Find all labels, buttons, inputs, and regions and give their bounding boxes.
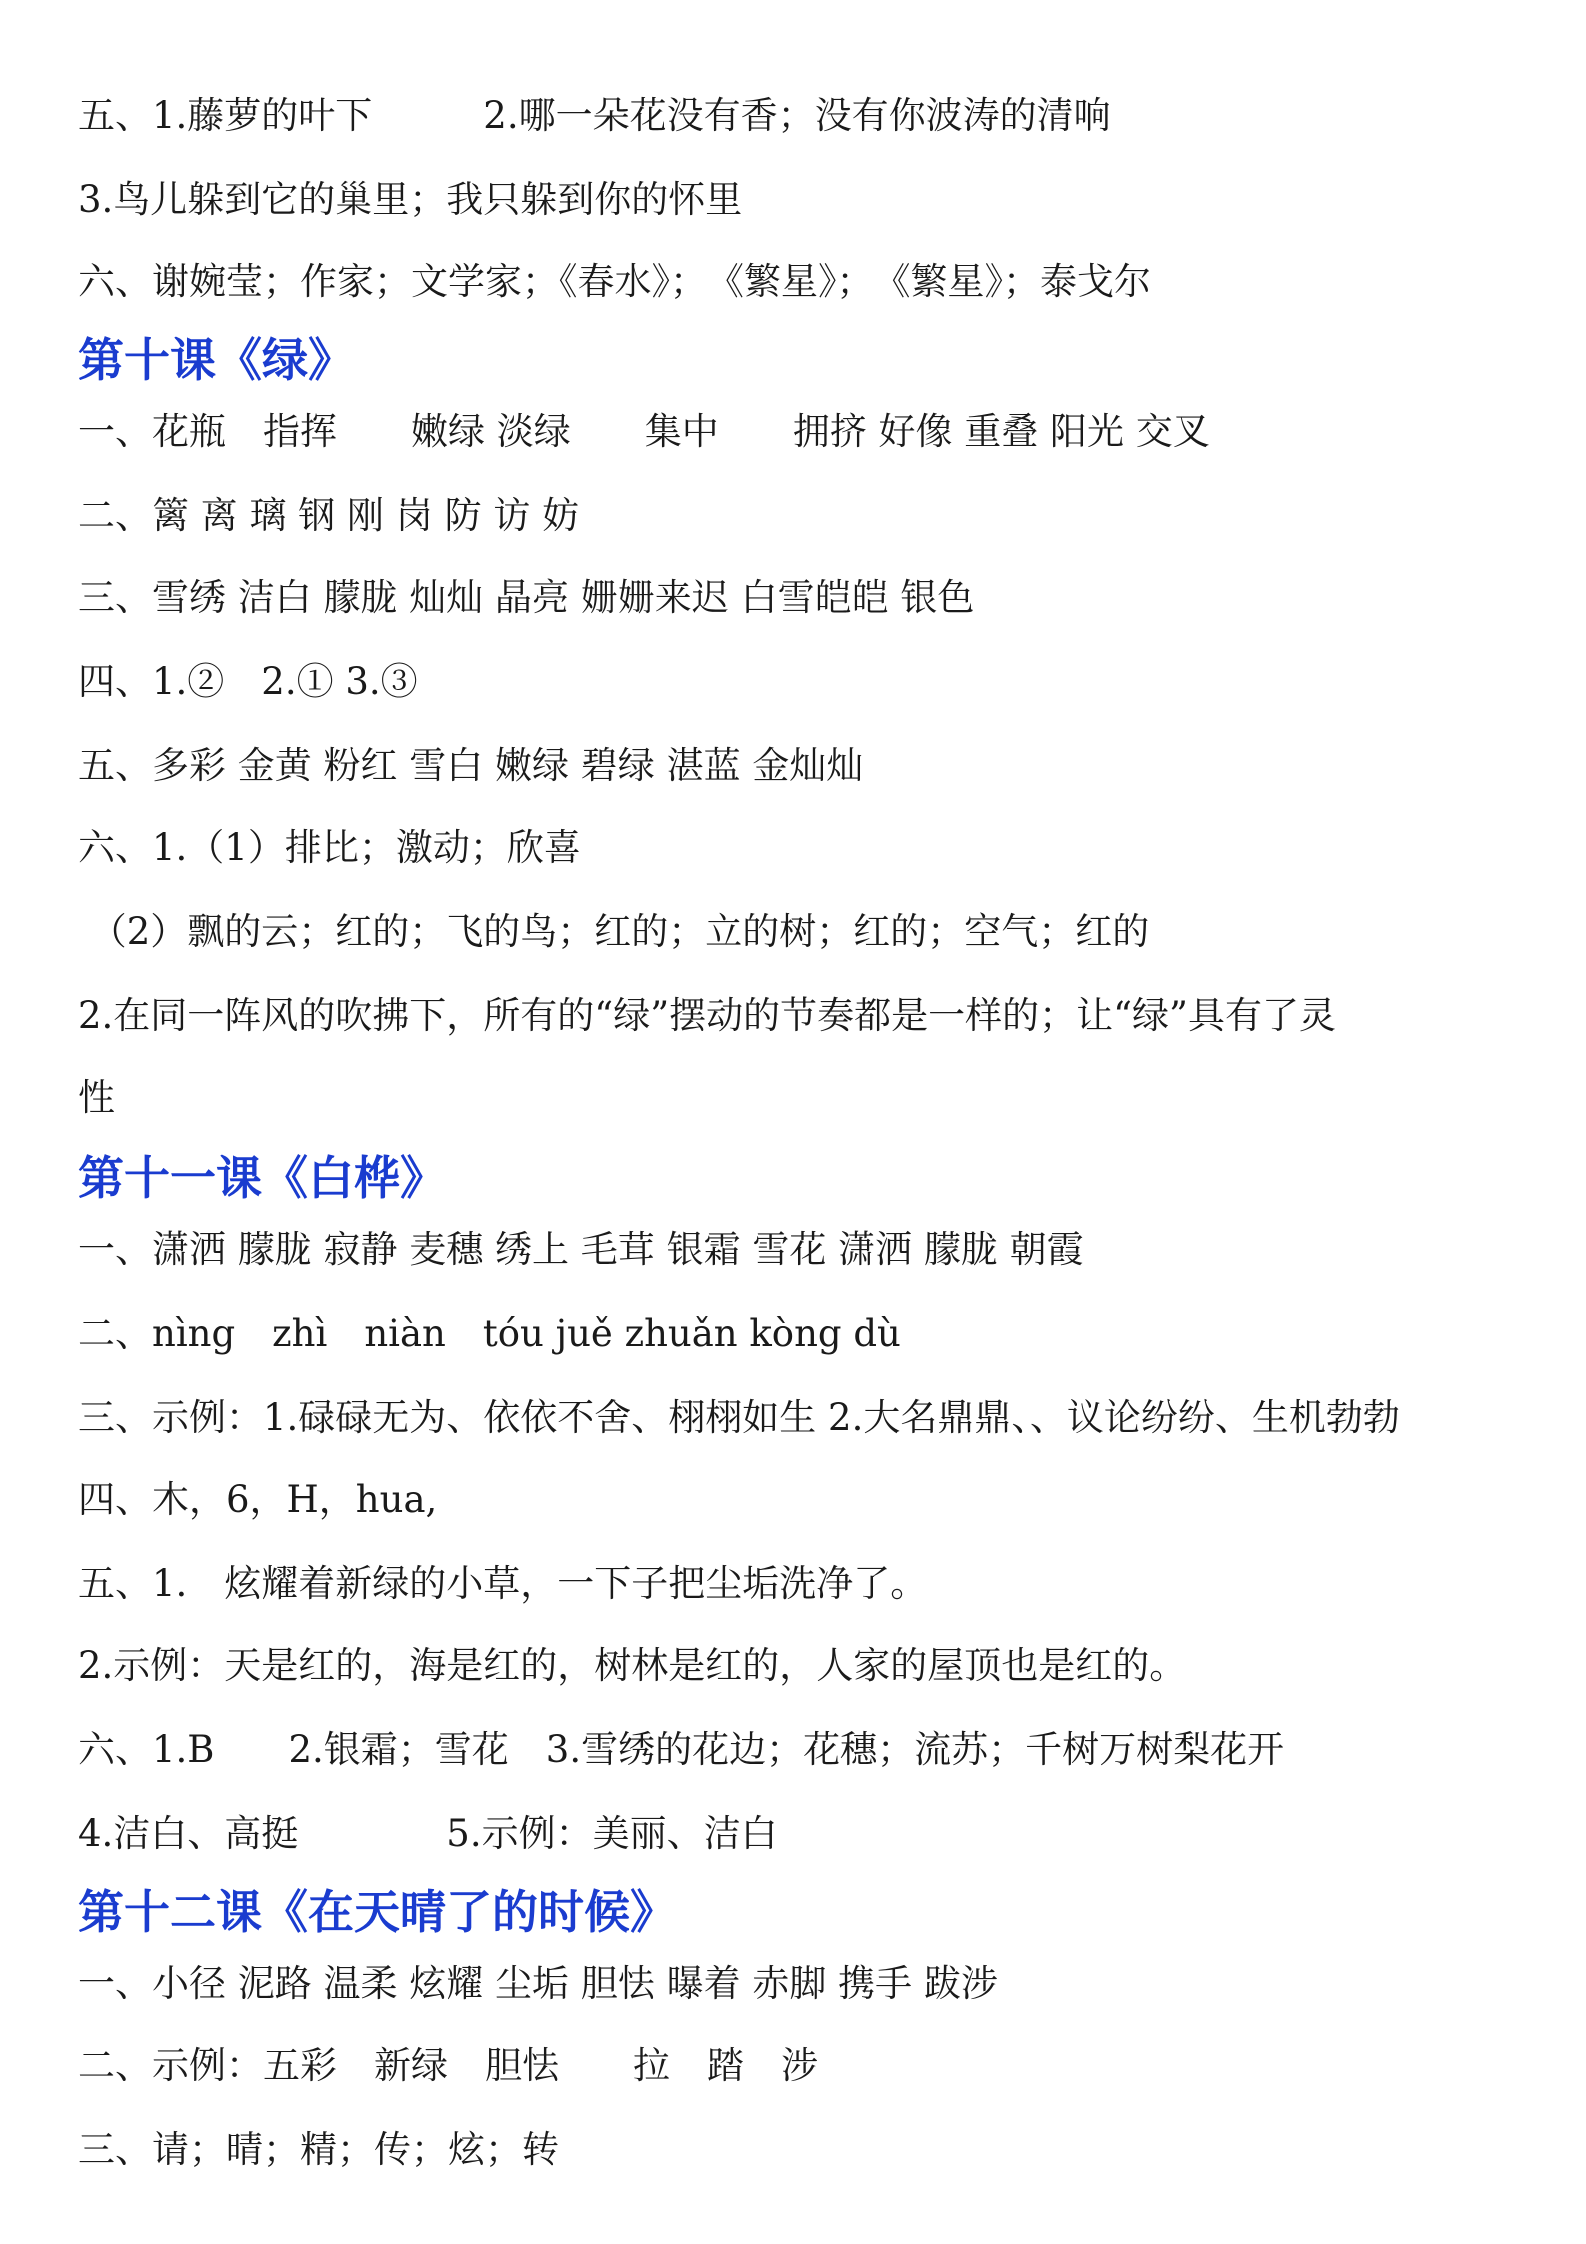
lesson-10-title: 第十课《绿》 xyxy=(78,333,354,387)
answer-line: 一、潇洒 朦胧 寂静 麦穗 绣上 毛茸 银霜 雪花 潇洒 朦胧 朝霞 xyxy=(78,1228,1084,1271)
answer-line: 一、小径 泥路 温柔 炫耀 尘垢 胆怯 曝着 赤脚 携手 跋涉 xyxy=(78,1962,998,2005)
answer-line: 三、示例：1.碌碌无为、依依不舍、栩栩如生 2.大名鼎鼎、、议论纷纷、生机勃勃 xyxy=(78,1396,1400,1439)
answer-line: 三、请；晴；精；传；炫；转 xyxy=(78,2128,559,2171)
answer-line: 四、木，6，H，hua, xyxy=(78,1478,438,1521)
lesson-12-title: 第十二课《在天晴了的时候》 xyxy=(78,1885,676,1939)
answer-line: 五、1.藤萝的叶下 2.哪一朵花没有香；没有你波涛的清响 xyxy=(78,94,1111,137)
answer-line: 六、1.B 2.银霜；雪花 3.雪绣的花边；花穗；流苏；千树万树梨花开 xyxy=(78,1728,1285,1771)
lesson-11-title: 第十一课《白桦》 xyxy=(78,1151,446,1205)
answer-line: 一、花瓶 指挥 嫩绿 淡绿 集中 拥挤 好像 重叠 阳光 交叉 xyxy=(78,410,1210,453)
answer-line: 六、谢婉莹；作家；文学家；《春水》； 《繁星》； 《繁星》；泰戈尔 xyxy=(78,260,1151,303)
answer-line: 五、多彩 金黄 粉红 雪白 嫩绿 碧绿 湛蓝 金灿灿 xyxy=(78,744,864,787)
answer-line: 2.示例：天是红的，海是红的，树林是红的，人家的屋顶也是红的。 xyxy=(78,1644,1187,1687)
answer-line: 3.鸟儿躲到它的巢里；我只躲到你的怀里 xyxy=(78,178,743,221)
answer-line: 四、1.② 2.① 3.③ xyxy=(78,660,418,703)
answer-line: 二、nìng zhì niàn tóu juě zhuǎn kòng dù xyxy=(78,1312,901,1355)
answer-line: 二、示例：五彩 新绿 胆怯 拉 踏 涉 xyxy=(78,2044,818,2087)
answer-line: （2）飘的云；红的；飞的鸟；红的；立的树；红的；空气；红的 xyxy=(78,910,1150,953)
answer-line: 六、1.（1）排比；激动；欣喜 xyxy=(78,826,581,869)
answer-line: 五、1. 炫耀着新绿的小草，一下子把尘垢洗净了。 xyxy=(78,1562,928,1605)
answer-line: 性 xyxy=(78,1076,115,1119)
answer-line: 三、雪绣 洁白 朦胧 灿灿 晶亮 姗姗来迟 白雪皑皑 银色 xyxy=(78,576,975,619)
answer-line: 二、篱 离 璃 钢 刚 岗 防 访 妨 xyxy=(78,494,580,537)
answer-line: 4.洁白、高挺 5.示例：美丽、洁白 xyxy=(78,1812,778,1855)
answer-line: 2.在同一阵风的吹拂下，所有的“绿”摆动的节奏都是一样的；让“绿”具有了灵 xyxy=(78,994,1336,1037)
